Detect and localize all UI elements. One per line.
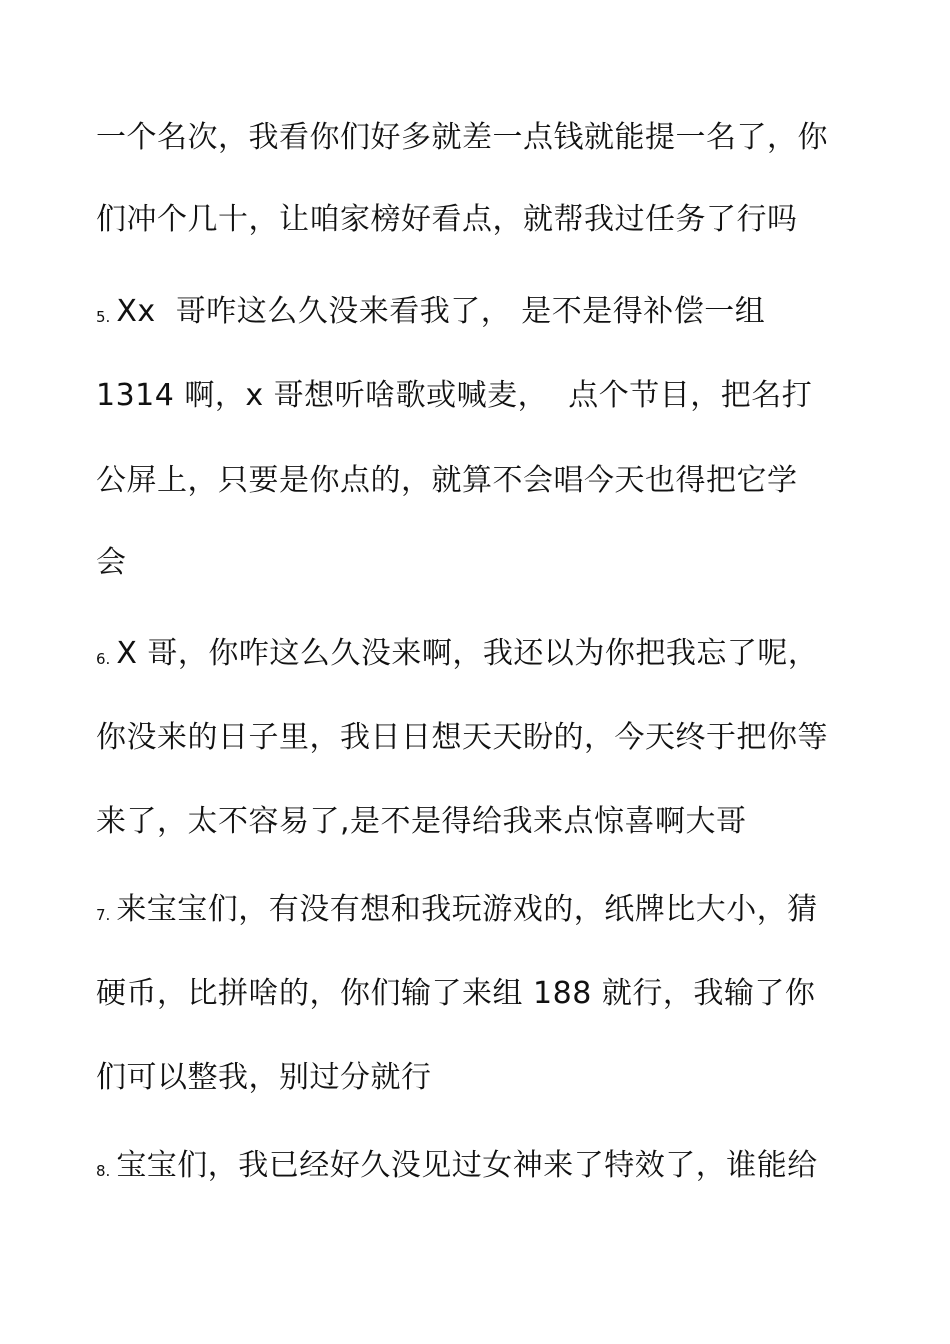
list-number: 6.	[96, 650, 111, 668]
text-line	[96, 461, 798, 501]
list-item-8	[96, 1146, 818, 1191]
text-line-content: 会	[96, 545, 127, 580]
text-line-content: 们冲个几十，让咱家榜好看点，就帮我过任务了行吗	[96, 202, 798, 237]
text-line	[96, 718, 828, 758]
list-item-7	[96, 890, 818, 935]
list-number: 7.	[96, 906, 111, 924]
text-line-content: 宝宝们，我已经好久没见过女神来了特效了，谁能给	[116, 1148, 818, 1183]
list-number: 8.	[96, 1162, 111, 1180]
text-line	[96, 802, 747, 842]
text-line	[96, 118, 828, 158]
text-line-content: 1314 啊，x 哥想听啥歌或喊麦， 点个节目，把名打	[96, 378, 813, 413]
text-line-content: 一个名次，我看你们好多就差一点钱就能提一名了，你	[96, 120, 828, 155]
text-line	[96, 376, 812, 416]
list-number: 5.	[96, 308, 111, 326]
text-line-content: 来宝宝们，有没有想和我玩游戏的，纸牌比大小，猜	[116, 892, 818, 927]
text-line-content: 来了，太不容易了,是不是得给我来点惊喜啊大哥	[96, 804, 747, 839]
text-line-content: 硬币，比拼啥的，你们输了来组 188 就行，我输了你	[96, 976, 816, 1011]
text-line	[96, 1058, 432, 1098]
text-line	[96, 200, 798, 240]
text-line	[96, 974, 815, 1014]
text-line-content: X 哥，你咋这么久没来啊，我还以为你把我忘了呢，	[116, 636, 819, 671]
text-line	[96, 543, 127, 583]
list-item-5	[96, 292, 765, 337]
text-line-content: 们可以整我，别过分就行	[96, 1060, 432, 1095]
list-item-6	[96, 634, 818, 679]
text-line-content: 你没来的日子里，我日日想天天盼的，今天终于把你等	[96, 720, 828, 755]
text-line-content: 公屏上，只要是你点的，就算不会唱今天也得把它学	[96, 463, 798, 498]
text-line-content: Xx 哥咋这么久没来看我了， 是不是得补偿一组	[116, 294, 766, 329]
